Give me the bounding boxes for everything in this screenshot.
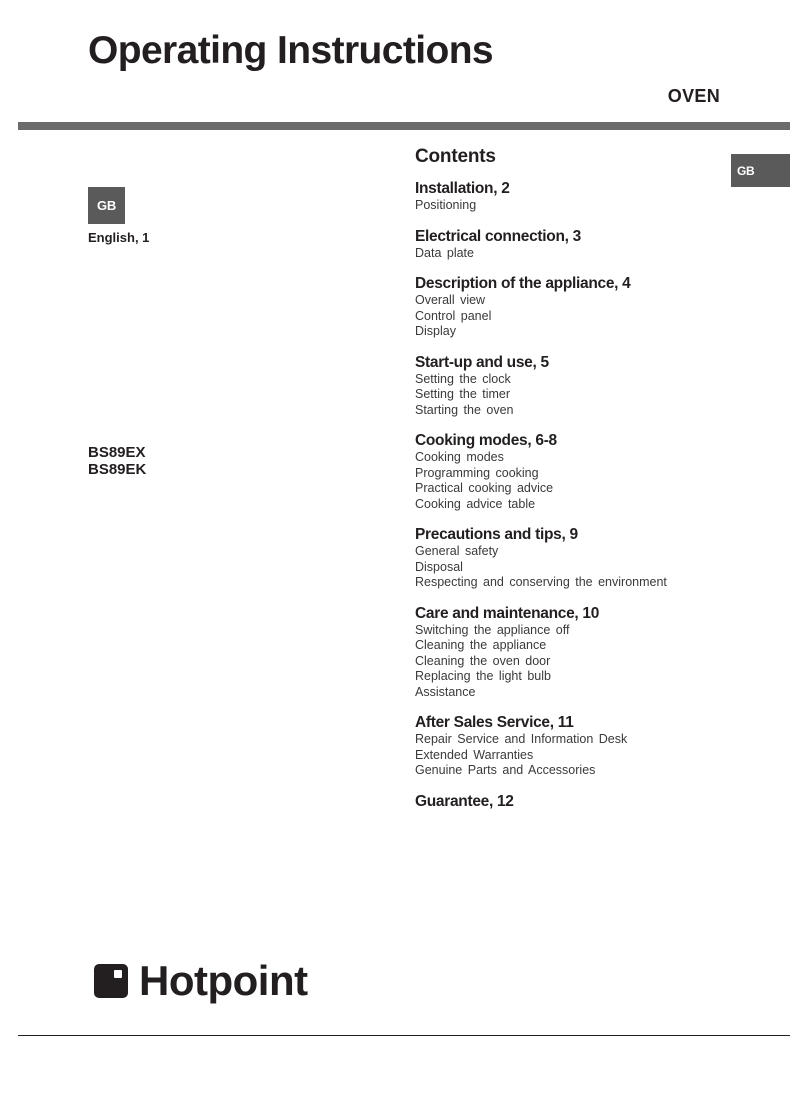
section-title[interactable]: Electrical connection, 3 [415,227,581,245]
section-title[interactable]: Installation, 2 [415,180,510,197]
section-item[interactable]: Overall view [415,293,486,307]
contents-section [415,354,715,419]
section-item[interactable]: Control panel [415,308,492,323]
table-of-contents [415,146,715,825]
section-title[interactable]: Care and maintenance, 10 [415,604,600,622]
contents-section [415,228,715,262]
section-item[interactable]: Respecting and conserving the environment [415,575,667,589]
section-title[interactable]: Guarantee, 12 [415,792,514,810]
contents-section [415,432,715,512]
model-list [88,444,146,478]
section-title[interactable]: After Sales Service, 11 [415,714,574,731]
section-item[interactable]: Cleaning the oven door [415,653,551,668]
section-item[interactable]: Cooking advice table [415,496,536,511]
page-title: Operating Instructions [88,29,494,72]
contents-section [415,605,715,701]
contents-section [415,714,715,779]
section-item[interactable]: Cleaning the appliance [415,638,547,652]
section-title[interactable]: Cooking modes, 6-8 [415,432,557,449]
language-entry[interactable]: English, 1 [88,230,150,245]
section-item[interactable]: Programming cooking [415,465,539,480]
section-item[interactable]: Positioning [415,198,477,212]
section-item[interactable]: Genuine Parts and Accessories [415,763,596,777]
section-item[interactable]: Switching the appliance off [415,622,570,637]
section-item[interactable]: Assistance [415,684,476,699]
section-title[interactable]: Description of the appliance, 4 [415,275,631,292]
brand-logo [94,958,308,1004]
contents-section [415,526,715,591]
contents-section [415,793,715,811]
section-item[interactable]: Data plate [415,245,474,260]
contents-heading: Contents [415,146,496,167]
contents-sections [415,180,715,811]
contents-section [415,180,715,214]
section-title[interactable]: Precautions and tips, 9 [415,526,578,543]
product-type: OVEN [667,86,720,106]
section-item[interactable]: Disposal [415,559,463,574]
section-item[interactable]: Replacing the light bulb [415,669,551,683]
section-item[interactable]: Setting the clock [415,371,511,386]
section-item[interactable]: Cooking modes [415,450,504,464]
language-tab[interactable]: GB [731,154,790,187]
section-item[interactable]: Setting the timer [415,387,511,401]
model-number: BS89EX [88,444,146,461]
footer-divider [18,1035,790,1036]
section-item[interactable]: Extended Warranties [415,747,534,762]
section-item[interactable]: General safety [415,544,499,558]
section-item[interactable]: Display [415,324,456,338]
model-number: BS89EK [88,461,147,478]
section-title[interactable]: Start-up and use, 5 [415,353,549,371]
hotpoint-logo-icon [94,964,128,998]
brand-name: Hotpoint [139,957,308,1004]
section-item[interactable]: Practical cooking advice [415,481,554,495]
section-item[interactable]: Repair Service and Information Desk [415,732,628,746]
language-badge: GB [88,187,125,224]
header-divider [18,122,790,130]
section-item[interactable]: Starting the oven [415,402,514,417]
contents-section [415,275,715,340]
